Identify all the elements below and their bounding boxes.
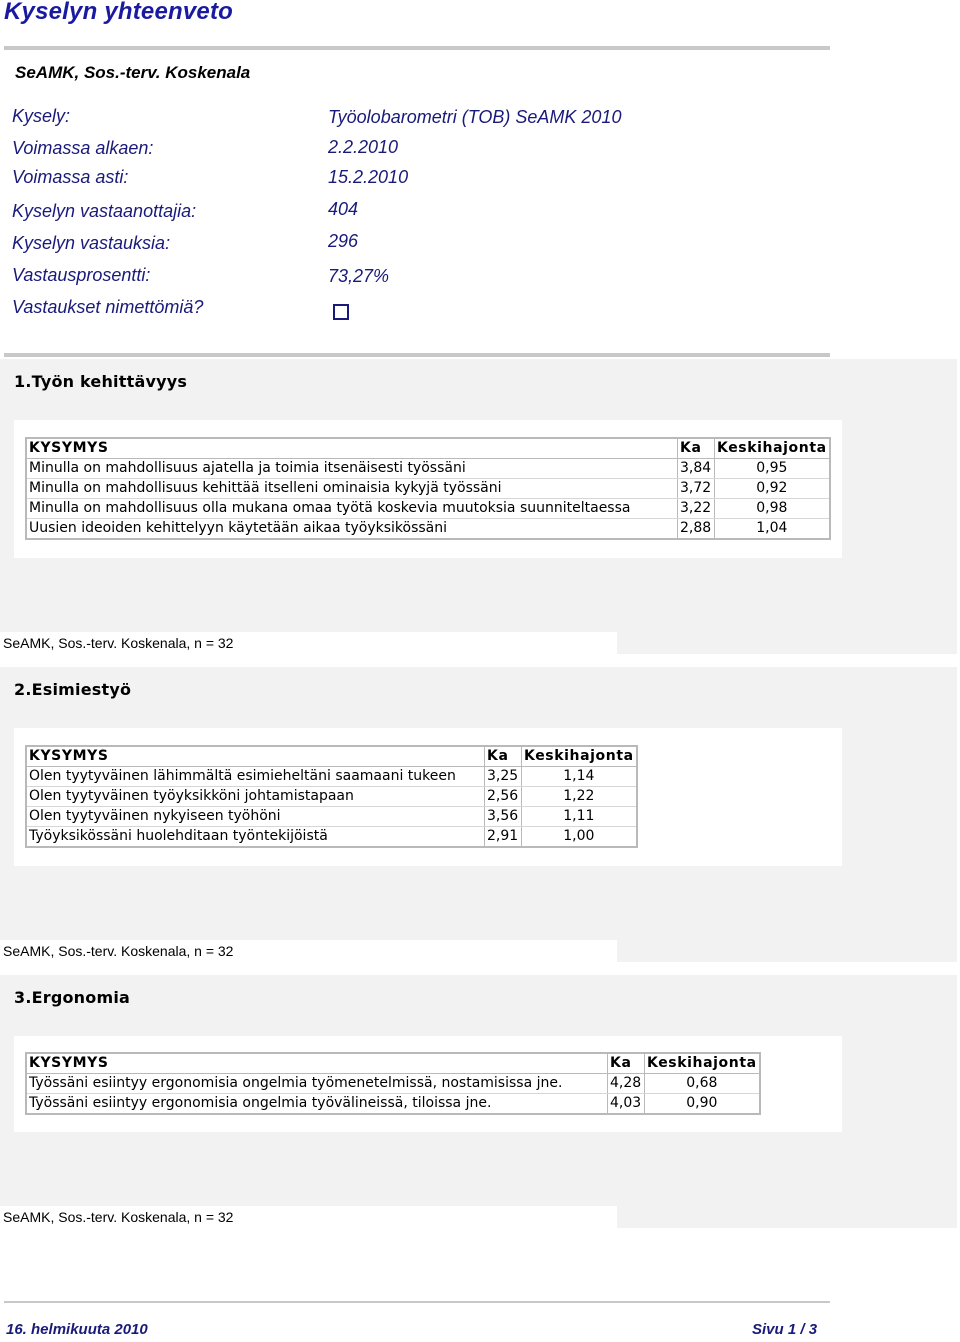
question-text: Työssäni esiintyy ergonomisia ongelmia työvälineissä, tiloissa jne. (26, 1094, 608, 1115)
footnote-3: SeAMK, Sos.-terv. Koskenala, n = 32 (3, 1209, 234, 1225)
sd-value: 0,95 (715, 459, 830, 479)
sd-value: 1,04 (715, 519, 830, 540)
question-text: Minulla on mahdollisuus kehittää itselleni ominaisia kykyjä työssäni (26, 479, 678, 499)
column-header-mean: Ka (608, 1053, 645, 1074)
column-header-sd: Keskihajonta (645, 1053, 760, 1074)
column-header-question: KYSYMYS (26, 1053, 608, 1074)
info-value-recipients: 404 (328, 199, 359, 219)
section-title-3: 3.Ergonomia (14, 988, 131, 1007)
table-row (26, 479, 830, 499)
mean-value: 3,72 (678, 479, 715, 499)
info-label-recipients: Kyselyn vastaanottajia: (12, 201, 197, 221)
question-text: Olen tyytyväinen työyksikköni johtamistapaan (26, 787, 485, 807)
sd-value: 0,68 (645, 1074, 760, 1094)
info-label-survey: Kysely: (12, 106, 71, 126)
info-label-response-rate: Vastausprosentti: (12, 265, 151, 285)
table-row (26, 499, 830, 519)
table-row (26, 767, 637, 787)
table-header-row (26, 746, 637, 767)
question-text: Olen tyytyväinen nykyiseen työhöni (26, 807, 485, 827)
info-value-response-rate: 73,27% (328, 266, 390, 286)
column-header-question: KYSYMYS (26, 438, 678, 459)
divider (4, 353, 830, 357)
footnote-1: SeAMK, Sos.-terv. Koskenala, n = 32 (3, 635, 234, 651)
sd-value: 0,98 (715, 499, 830, 519)
question-text: Työyksikössäni huolehditaan työntekijöistä (26, 827, 485, 848)
sd-value: 1,00 (522, 827, 637, 848)
mean-value: 3,84 (678, 459, 715, 479)
info-label-valid-from: Voimassa alkaen: (12, 138, 154, 158)
column-header-sd: Keskihajonta (522, 746, 637, 767)
info-value-responses: 296 (328, 231, 359, 251)
section-title-2: 2.Esimiestyö (14, 680, 132, 699)
results-table-2 (25, 745, 638, 848)
table-row (26, 1094, 760, 1115)
question-text: Olen tyytyväinen lähimmältä esimieheltäni saamaani tukeen (26, 767, 485, 787)
table-row (26, 807, 637, 827)
mean-value: 4,03 (608, 1094, 645, 1115)
sd-value: 0,90 (645, 1094, 760, 1115)
info-value-valid-from: 2.2.2010 (328, 137, 399, 157)
mean-value: 3,25 (485, 767, 522, 787)
question-text: Uusien ideoiden kehittelyyn käytetään aikaa työyksikössäni (26, 519, 678, 540)
results-table-3 (25, 1052, 761, 1115)
column-header-question: KYSYMYS (26, 746, 485, 767)
sd-value: 0,92 (715, 479, 830, 499)
column-header-sd: Keskihajonta (715, 438, 830, 459)
footer-page-number: Sivu 1 / 3 (752, 1321, 818, 1338)
column-header-mean: Ka (485, 746, 522, 767)
table-row (26, 1074, 760, 1094)
info-label-responses: Kyselyn vastauksia: (12, 233, 171, 253)
info-value-survey: Työolobarometri (TOB) SeAMK 2010 (328, 107, 622, 127)
mean-value: 2,91 (485, 827, 522, 848)
anonymous-checkbox (333, 304, 349, 320)
info-label-valid-until: Voimassa asti: (12, 167, 129, 187)
info-label-anonymous: Vastaukset nimettömiä? (12, 297, 204, 317)
sd-value: 1,14 (522, 767, 637, 787)
mean-value: 3,56 (485, 807, 522, 827)
mean-value: 3,22 (678, 499, 715, 519)
table-row (26, 519, 830, 540)
table-header-row (26, 438, 830, 459)
mean-value: 2,56 (485, 787, 522, 807)
footer-divider (4, 1301, 830, 1303)
footnote-2: SeAMK, Sos.-terv. Koskenala, n = 32 (3, 943, 234, 959)
divider (4, 46, 830, 50)
mean-value: 2,88 (678, 519, 715, 540)
organization-name: SeAMK, Sos.-terv. Koskenala (15, 63, 251, 82)
page-title: Kyselyn yhteenveto (4, 0, 234, 25)
question-text: Työssäni esiintyy ergonomisia ongelmia työmenetelmissä, nostamisissa jne. (26, 1074, 608, 1094)
footer-date: 16. helmikuuta 2010 (6, 1321, 148, 1338)
question-text: Minulla on mahdollisuus olla mukana omaa työtä koskevia muutoksia suunniteltaessa (26, 499, 678, 519)
table-row (26, 787, 637, 807)
table-row (26, 827, 637, 848)
section-title-1: 1.Työn kehittävyys (14, 372, 188, 391)
results-table-1 (25, 437, 831, 540)
column-header-mean: Ka (678, 438, 715, 459)
mean-value: 4,28 (608, 1074, 645, 1094)
table-row (26, 459, 830, 479)
sd-value: 1,22 (522, 787, 637, 807)
sd-value: 1,11 (522, 807, 637, 827)
info-value-valid-until: 15.2.2010 (328, 167, 409, 187)
table-header-row (26, 1053, 760, 1074)
question-text: Minulla on mahdollisuus ajatella ja toimia itsenäisesti työssäni (26, 459, 678, 479)
